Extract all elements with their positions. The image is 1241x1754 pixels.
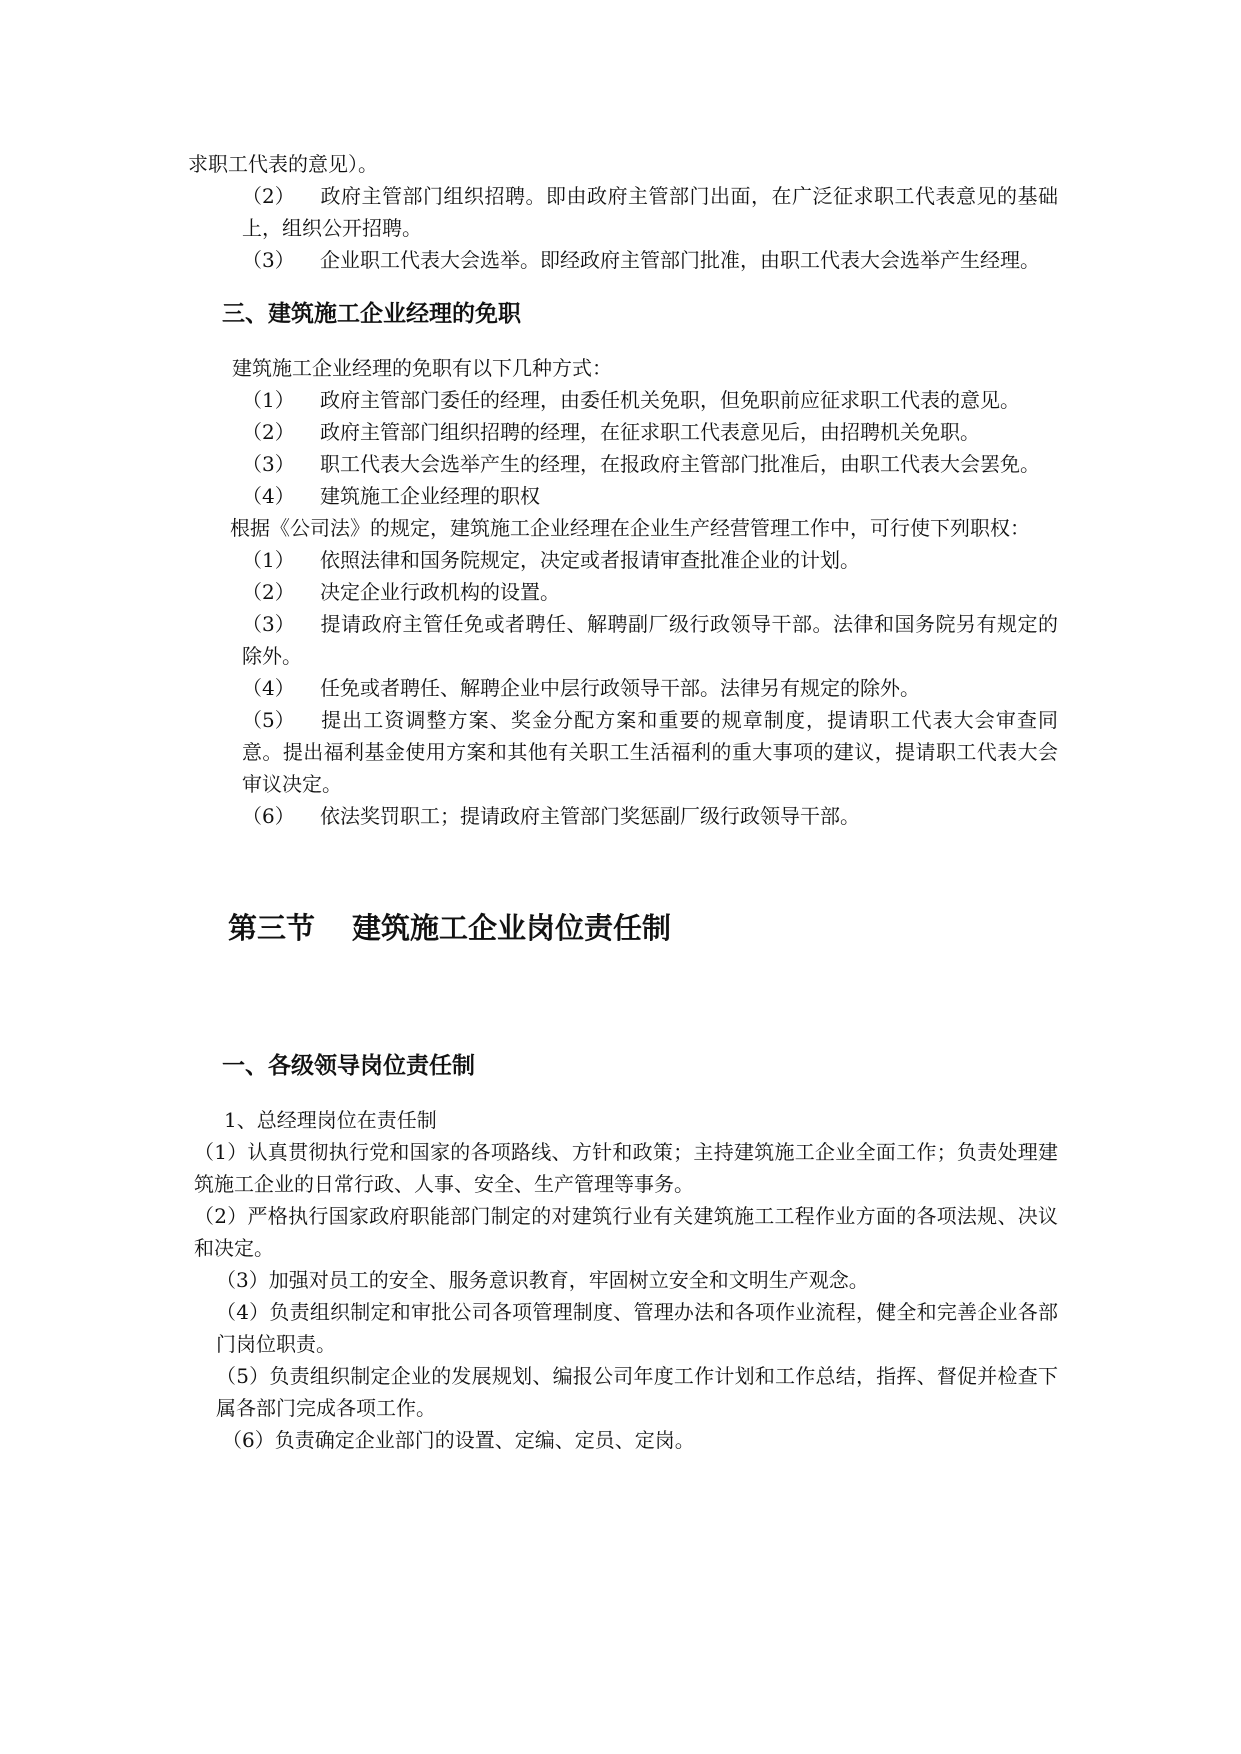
paragraph: 建筑施工企业经理的免职有以下几种方式： bbox=[232, 356, 612, 380]
list-item: （1）认真贯彻执行党和国家的各项路线、方针和政策；主持建筑施工企业全面工作；负责处理建筑施工企业的日常行政、人事、安全、生产管理等事务。 bbox=[194, 1140, 1058, 1196]
list-item-number: （6） bbox=[242, 804, 295, 828]
list-item bbox=[188, 416, 1058, 448]
list-item-number: （2） bbox=[242, 420, 295, 444]
list-item-text: 政府主管部门组织招聘的经理，在征求职工代表意见后，由招聘机关免职。 bbox=[320, 420, 980, 444]
list-item-number: （3） bbox=[242, 612, 295, 636]
list-item-number: （3） bbox=[242, 452, 295, 476]
list-item-text: 提请政府主管任免或者聘任、解聘副厂级行政领导干部。法律和国务院另有规定的除外。 bbox=[242, 612, 1058, 668]
list-item: （6）负责确定企业部门的设置、定编、定员、定岗。 bbox=[222, 1428, 695, 1452]
section-heading: 一、各级领导岗位责任制 bbox=[222, 1053, 475, 1079]
list-item-text: 职工代表大会选举产生的经理，在报政府主管部门批准后，由职工代表大会罢免。 bbox=[320, 452, 1040, 476]
chapter-number: 第三节 bbox=[228, 911, 316, 945]
list-item bbox=[188, 544, 1058, 576]
list-item bbox=[188, 480, 1058, 512]
list-item bbox=[188, 704, 1058, 800]
chapter-heading bbox=[188, 906, 1058, 950]
list-item-number: （3） bbox=[242, 248, 295, 272]
list-item-number: （4） bbox=[242, 484, 295, 508]
list-item bbox=[188, 800, 1058, 832]
list-item: （5）负责组织制定企业的发展规划、编报公司年度工作计划和工作总结，指挥、督促并检查下属各部门完成各项工作。 bbox=[216, 1364, 1058, 1420]
list-item-text: 建筑施工企业经理的职权 bbox=[320, 484, 540, 508]
list-item: （2）严格执行国家政府职能部门制定的对建筑行业有关建筑施工工程作业方面的各项法规、决议和决定。 bbox=[194, 1204, 1058, 1260]
continued-paragraph: 求职工代表的意见）。 bbox=[188, 152, 378, 176]
list-item: （3）加强对员工的安全、服务意识教育，牢固树立安全和文明生产观念。 bbox=[216, 1268, 869, 1292]
list-item-text: 提出工资调整方案、奖金分配方案和重要的规章制度，提请职工代表大会审查同意。提出福利基金使用方案和其他有关职工生活福利的重大事项的建议，提请职工代表大会审议决定。 bbox=[242, 708, 1058, 796]
list-item-number: （4） bbox=[242, 676, 295, 700]
list-item-text: 政府主管部门组织招聘。即由政府主管部门出面，在广泛征求职工代表意见的基础上，组织公开招聘。 bbox=[242, 184, 1058, 240]
list-item bbox=[188, 448, 1058, 480]
list-item bbox=[188, 180, 1058, 244]
list-item bbox=[188, 672, 1058, 704]
paragraph: 根据《公司法》的规定，建筑施工企业经理在企业生产经营管理工作中，可行使下列职权： bbox=[230, 516, 1030, 540]
list-item-number: （5） bbox=[242, 708, 295, 732]
list-item-text: 决定企业行政机构的设置。 bbox=[320, 580, 560, 604]
list-item-text: 依法奖罚职工；提请政府主管部门奖惩副厂级行政领导干部。 bbox=[320, 804, 860, 828]
list-item: （4）负责组织制定和审批公司各项管理制度、管理办法和各项作业流程，健全和完善企业各部门岗位职责。 bbox=[216, 1300, 1058, 1356]
list-item-number: （1） bbox=[242, 548, 295, 572]
list-item bbox=[188, 384, 1058, 416]
list-item-number: （2） bbox=[242, 580, 295, 604]
list-item-text: 政府主管部门委任的经理，由委任机关免职，但免职前应征求职工代表的意见。 bbox=[320, 388, 1020, 412]
list-item bbox=[188, 576, 1058, 608]
chapter-title: 建筑施工企业岗位责任制 bbox=[352, 911, 672, 945]
list-item-number: （1） bbox=[242, 388, 295, 412]
list-item bbox=[188, 608, 1058, 672]
document-body bbox=[188, 148, 1058, 1456]
section-heading: 三、建筑施工企业经理的免职 bbox=[222, 301, 521, 327]
list-item-number: （2） bbox=[242, 184, 295, 208]
list-item-text: 任免或者聘任、解聘企业中层行政领导干部。法律另有规定的除外。 bbox=[320, 676, 920, 700]
list-item-text: 企业职工代表大会选举。即经政府主管部门批准，由职工代表大会选举产生经理。 bbox=[320, 248, 1040, 272]
list-item bbox=[188, 244, 1058, 276]
list-item-text: 依照法律和国务院规定，决定或者报请审查批准企业的计划。 bbox=[320, 548, 860, 572]
subsection-title: 1、总经理岗位在责任制 bbox=[224, 1108, 437, 1132]
